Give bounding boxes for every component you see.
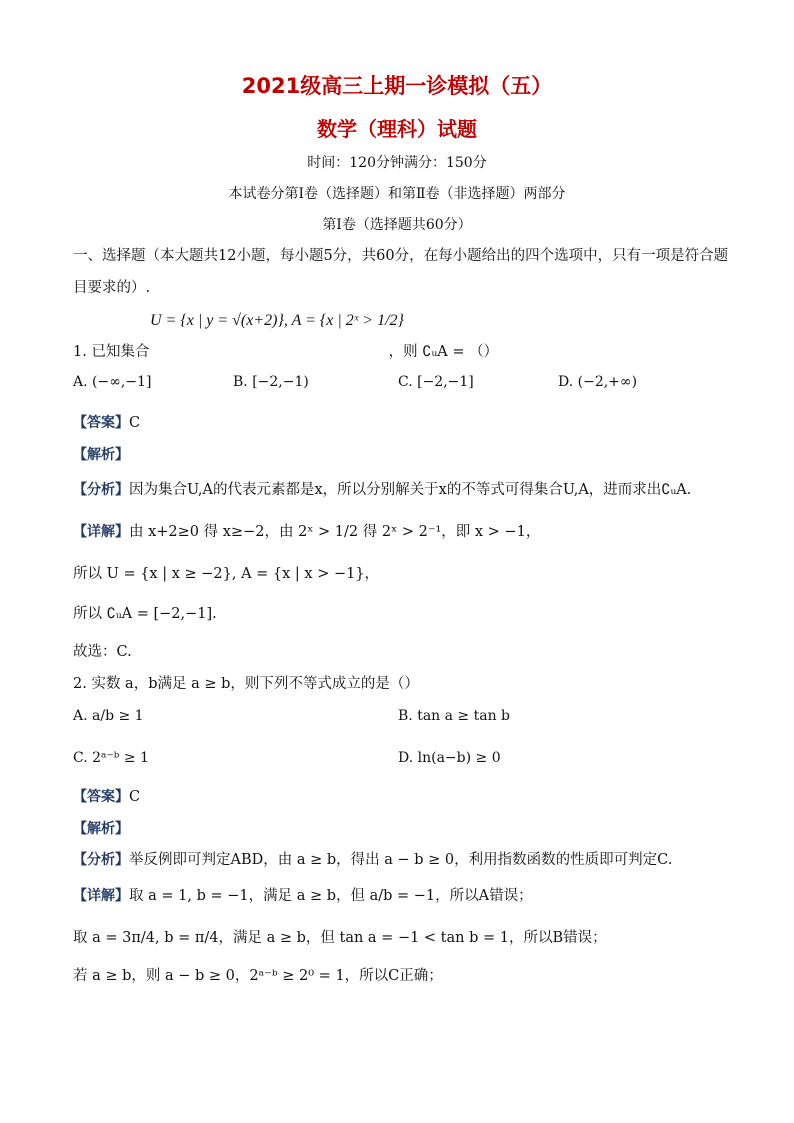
q2-detail1: 取 a = 1, b = −1，满足 a ≥ b，但 a/b = −1，所以A错误； [129, 888, 533, 904]
q2-answer-line [73, 786, 754, 806]
q1-analysis-line [73, 444, 754, 464]
q2-answer-tag: 【答案】 [73, 789, 129, 805]
q1-option-b: B. [−2,−1) [233, 374, 309, 390]
q1-detail1: 由 x+2≥0 得 x≥−2，由 2ˣ > 1/2 得 2ˣ > 2⁻¹，即 x > −1， [129, 524, 541, 540]
exam-title: 2021级高三上期一诊模拟（五） [241, 74, 553, 98]
q2-fenxi: 举反例即可判定ABD，由 a ≥ b，得出 a − b ≥ 0，利用指数函数的性质即可判定C. [129, 852, 673, 868]
exam-subtitle: 数学（理科）试题 [317, 117, 477, 141]
q1-set-formula: U = {x | y = √(x+2)}, A = {x | 2ˣ > 1/2} [150, 312, 404, 329]
q2-option-b: B. tan a ≥ tan b [398, 708, 511, 724]
q1-analysis-tag: 【解析】 [73, 447, 129, 463]
q1-answer: C [129, 415, 141, 431]
q1-set-definition [150, 312, 754, 330]
q2-detail-tag: 【详解】 [73, 888, 129, 904]
q2-detail-line1 [73, 884, 754, 905]
q2-option-c: C. 2ᵃ⁻ᵇ ≥ 1 [73, 750, 149, 766]
q1-answer-line [73, 412, 754, 432]
q1-choose: 故选：C. [73, 644, 132, 660]
q1-option-d: D. (−2,+∞) [558, 374, 638, 390]
q1-detail-line1 [73, 520, 754, 541]
q2-fenxi-tag: 【分析】 [73, 852, 129, 868]
q2-analysis-line [73, 818, 754, 838]
q1-fenxi-line [73, 478, 754, 499]
q2-option-d: D. ln(a−b) ≥ 0 [398, 750, 501, 766]
q1-fenxi-tag: 【分析】 [73, 482, 129, 498]
section-intro-line2: 目要求的）. [73, 280, 151, 296]
q2-fenxi-line [73, 848, 754, 869]
q1-option-c: C. [−2,−1] [398, 374, 474, 390]
q1-fenxi: 因为集合U,A的代表元素都是x，所以分别解关于x的不等式可得集合U,A，进而求出∁ᵤA. [129, 482, 692, 498]
q2-stem: 2. 实数 a，b满足 a ≥ b，则下列不等式成立的是（） [73, 676, 419, 692]
q1-detail-tag: 【详解】 [73, 524, 129, 540]
q1-stem [73, 340, 754, 361]
q1-detail-line2: 所以 U = {x | x ≥ −2}, A = {x | x > −1}， [73, 566, 380, 582]
q2-answer: C [129, 789, 141, 805]
q2-option-a: A. a/b ≥ 1 [73, 708, 144, 724]
q2-detail-line2: 取 a = 3π/4, b = π/4，满足 a ≥ b，但 tan a = −1 < tan b = 1，所以B错误； [73, 930, 607, 946]
q1-number: 1. 已知集合 [73, 344, 150, 360]
section-intro-line1: 一、选择题（本大题共12小题，每小题5分，共60分，在每小题给出的四个选项中，只有一项是符合题 [73, 248, 729, 264]
q1-answer-tag: 【答案】 [73, 415, 129, 431]
q1-option-a: A. (−∞,−1] [73, 374, 152, 390]
part-info: 第Ⅰ卷（选择题共60分） [322, 217, 472, 233]
paper-info: 本试卷分第Ⅰ卷（选择题）和第Ⅱ卷（非选择题）两部分 [228, 186, 566, 202]
time-info: 时间：120分钟满分：150分 [307, 155, 487, 171]
q2-analysis-tag: 【解析】 [73, 821, 129, 837]
q1-detail-line3: 所以 ∁ᵤA = [−2,−1]. [73, 606, 217, 622]
q1-tail: ，则 ∁ᵤA = （） [388, 344, 499, 360]
q2-detail-line3: 若 a ≥ b，则 a − b ≥ 0，2ᵃ⁻ᵇ ≥ 2⁰ = 1，所以C正确； [73, 968, 443, 984]
